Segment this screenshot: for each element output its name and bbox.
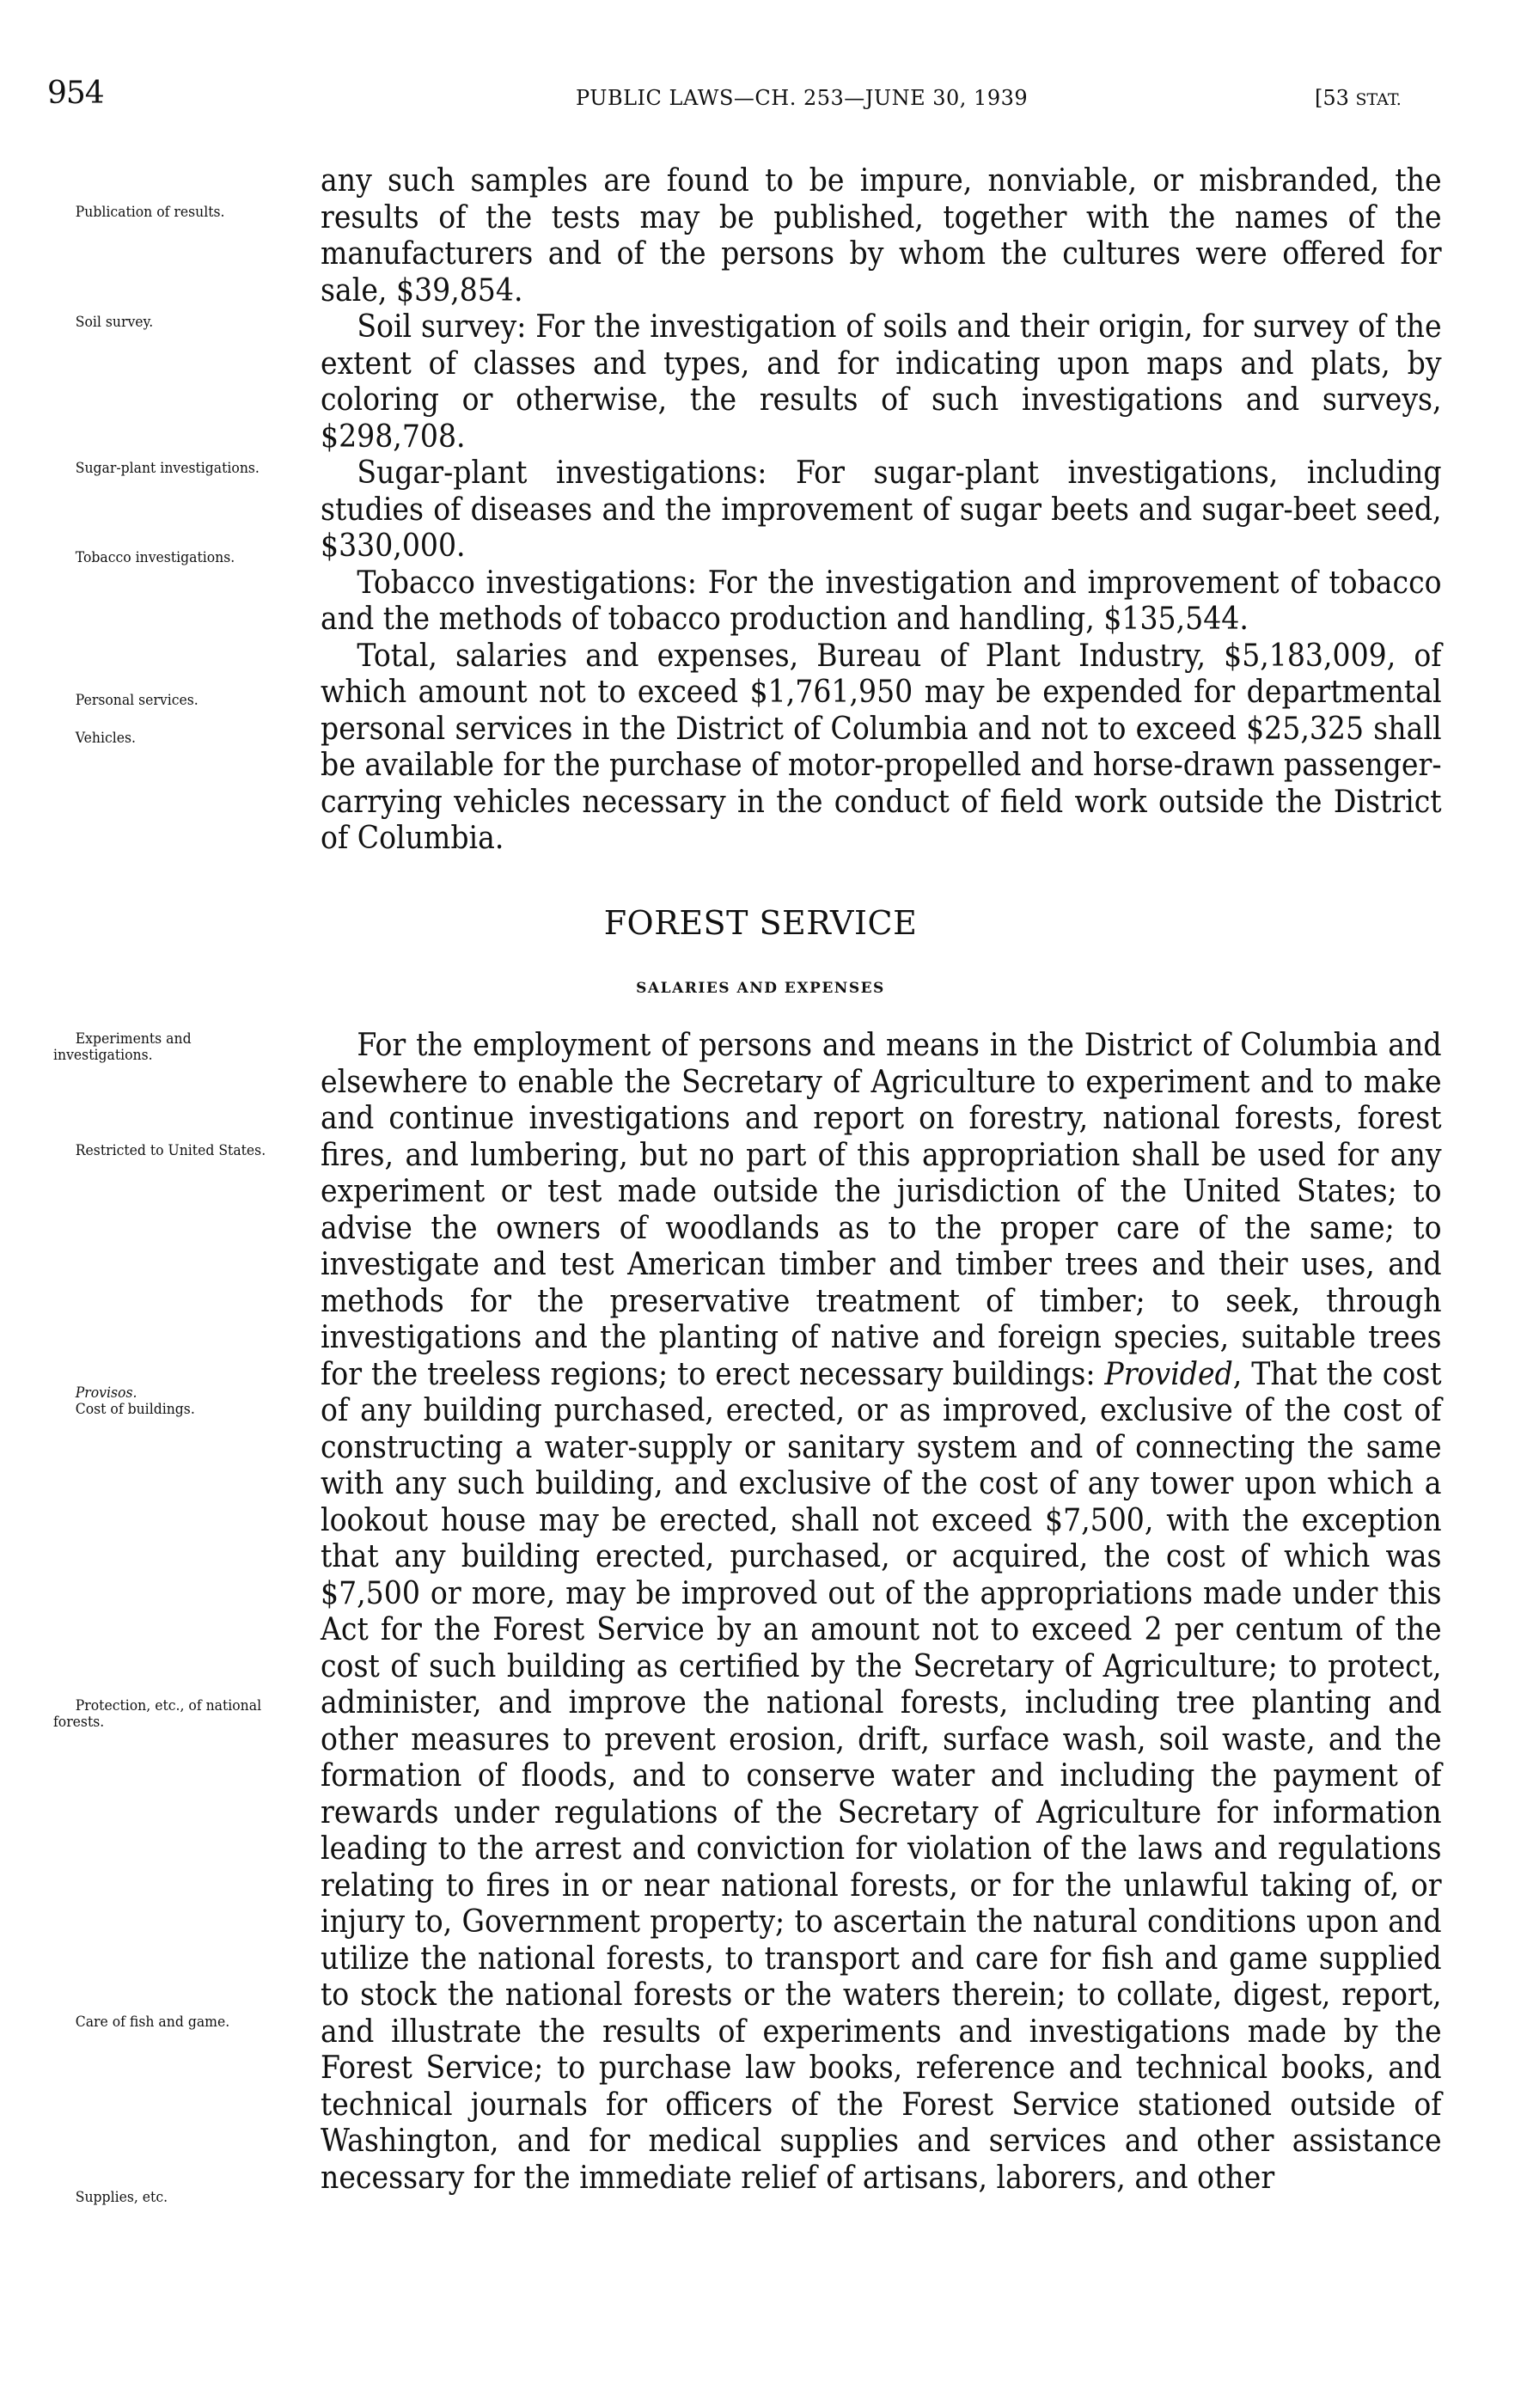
margin-note-provisos-label: Provisos. bbox=[75, 1384, 137, 1402]
margin-note-supplies: Supplies, etc. bbox=[75, 2189, 168, 2206]
paragraph-forest-service bbox=[321, 1028, 1442, 2197]
volume-reference-stat: STAT. bbox=[1355, 90, 1402, 109]
paragraph-forest-service-part2: , That the cost of any building purchased, erected, or as improved, exclusive of the cost of constructing a water-supply or sanitary system and of connecting the same with any such building, and exclusive of the cost of any tower upon which a lookout house may be erected, shall not exceed $7,500, with the exception that any building erected, purchased, or acquired, the cost of which was $7,500 or more, may be improved out of the appropriations made under this Act for the Forest Service by an amount not to exceed 2 per centum of the cost of such building as certified by the Secretary of Agriculture; to protect, administer, and improve the national forests, including tree planting and other measures to prevent erosion, drift, surface wash, soil waste, and the formation of floods, and to conserve water and including the payment of rewards under regulations of the Secretary of Agriculture for information leading to the arrest and conviction for violation of the laws and regulations relating to fires in or near national forests, or for the unlawful taking of, or injury to, Government property; to ascertain the natural conditions upon and utilize the national forests, to transport and care for fish and game supplied to stock the national forests or the waters therein; to collate, digest, report, and illustrate the results of experiments and investigations made by the Forest Service; to purchase law books, reference and technical books, and technical journals for officers of the Forest Service stationed outside of Washington, and for medical supplies and services and other assistance necessary for the immediate relief of artisans, laborers, and other bbox=[321, 1356, 1442, 2196]
paragraph-tobacco: Tobacco investigations: For the investigation and improvement of tobacco and the methods of tobacco production and handling, $135,544. bbox=[321, 565, 1442, 637]
margin-note-personal-services: Personal services. bbox=[75, 692, 199, 709]
margin-note-provisos bbox=[53, 1385, 283, 1418]
margin-note-fish-game: Care of fish and game. bbox=[75, 2014, 230, 2031]
margin-note-experiments: Experiments and investigations. bbox=[53, 1030, 192, 1064]
section-heading-forest-service: FOREST SERVICE bbox=[603, 904, 918, 942]
paragraph-sugar-plant: Sugar-plant investigations: For sugar-plant investigations, including studies of diseases and the improvement of sugar beets and sugar-beet seed, $330,000. bbox=[321, 455, 1442, 564]
paragraph-publication: any such samples are found to be impure, nonviable, or misbranded, the results of the tests may be published, together with the names of the manufacturers and of the persons by whom the cultures were offered for sale, $39,854. bbox=[321, 163, 1442, 309]
margin-note-sugar-plant: Sugar-plant investigations. bbox=[75, 460, 260, 477]
margin-note-publication: Publication of results. bbox=[75, 204, 225, 221]
subheading-salaries-expenses: SALARIES AND EXPENSES bbox=[636, 980, 885, 997]
margin-note-cost-of-buildings: Cost of buildings. bbox=[75, 1401, 195, 1418]
paragraph-total: Total, salaries and expenses, Bureau of Plant Industry, $5,183,009, of which amount not to exceed $1,761,950 may be expended for departmental personal services in the District of Columbia and not to exceed $25,325 shall be available for the purchase of motor-propelled and horse-drawn passenger-carrying vehicles necessary in the conduct of field work outside the District of Columbia. bbox=[321, 638, 1442, 856]
margin-note-soil-survey: Soil survey. bbox=[75, 314, 154, 331]
page-header bbox=[0, 76, 1521, 119]
margin-note-protection: Protection, etc., of national forests. bbox=[53, 1697, 262, 1731]
volume-reference-number: [53 bbox=[1315, 86, 1356, 110]
page-number: 954 bbox=[47, 76, 104, 111]
margin-note-vehicles: Vehicles. bbox=[75, 730, 136, 747]
volume-reference bbox=[1315, 86, 1402, 110]
body-text-plant-industry bbox=[321, 163, 1442, 858]
paragraph-soil-survey: Soil survey: For the investigation of soils and their origin, for survey of the extent of classes and types, and for indicating upon maps and plats, by coloring or otherwise, the results of such investigations and surveys, $298,708. bbox=[321, 309, 1442, 455]
paragraph-forest-service-part1: For the employment of persons and means in the District of Columbia and elsewhere to enable the Secretary of Agriculture to experiment and to make and continue investigations and report on forestry, national forests, forest fires, and lumbering, but no part of this appropriation shall be used for any experiment or test made outside the jurisdiction of the United States; to advise the owners of woodlands as to the proper care of the same; to investigate and test American timber and timber trees and their uses, and methods for the preservative treatment of timber; to seek, through investigations and the planting of native and foreign species, suitable trees for the treeless regions; to erect necessary buildings: bbox=[321, 1028, 1442, 1392]
margin-note-restricted: Restricted to United States. bbox=[75, 1142, 266, 1159]
running-head: PUBLIC LAWS—CH. 253—JUNE 30, 1939 bbox=[576, 86, 1029, 110]
margin-note-tobacco: Tobacco investigations. bbox=[75, 549, 235, 566]
provided-italic: Provided bbox=[1104, 1356, 1233, 1392]
body-text-forest-service bbox=[321, 1028, 1442, 2197]
